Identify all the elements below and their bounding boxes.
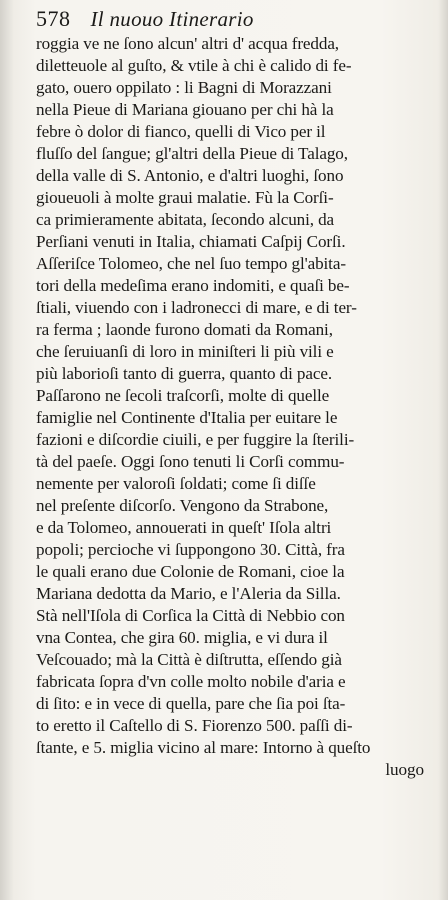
text-line: gato, ouero oppilato : li Bagni di Morazzani	[36, 78, 332, 97]
text-line: ra ferma ; laonde furono domati da Romani,	[36, 320, 333, 339]
text-line: Paſſarono ne ſecoli traſcorſi, molte di quelle	[36, 386, 330, 405]
text-line: Aſſeriſce Tolomeo, che nel ſuo tempo gl'abita-	[36, 254, 346, 273]
text-line: to eretto il Caſtello di S. Fiorenzo 500. paſſi di-	[36, 716, 353, 735]
text-line: e da Tolomeo, annouerati in queſt' Iſola altri	[36, 518, 332, 537]
text-line: Perſiani venuti in Italia, chiamati Caſpij Corſi.	[36, 232, 346, 251]
text-line: Stà nell'Iſola di Corſica la Città di Nebbio con	[36, 606, 345, 625]
text-line: fluſſo del ſangue; gl'altri della Pieue di Talago,	[36, 144, 348, 163]
text-line: diletteuole al guſto, & vtile à chi è calido di fe-	[36, 56, 352, 75]
text-line: famiglie nel Continente d'Italia per euitare le	[36, 408, 338, 427]
text-line: tori della medeſima erano indomiti, e quaſi be-	[36, 276, 350, 295]
text-line: di ſito: e in vece di quella, pare che ſia poi ſta-	[36, 694, 346, 713]
text-line: Veſcouado; mà la Città è diſtrutta, eſſendo già	[36, 650, 342, 669]
catchword: luogo	[385, 760, 424, 779]
gutter-shadow	[0, 0, 14, 900]
text-line: gioueuoli à molte graui malatie. Fù la Corſi-	[36, 188, 334, 207]
text-line: vna Contea, che gira 60. miglia, e vi dura il	[36, 628, 328, 647]
text-line: roggia ve ne ſono alcun' altri d' acqua fredda,	[36, 34, 339, 53]
text-line: ſtante, e 5. miglia vicino al mare: Intorno à queſto	[36, 738, 371, 757]
text-line: che ſeruiuanſi di loro in miniſteri li più vili e	[36, 342, 334, 361]
text-line: fabricata ſopra d'vn colle molto nobile d'aria e	[36, 672, 346, 691]
page-number: 578	[36, 6, 71, 31]
body-text	[36, 33, 432, 781]
running-title: Il nuouo Itinerario	[90, 7, 254, 31]
page-edge-shadow	[438, 0, 448, 900]
text-line: fazioni e diſcordie ciuili, e per fuggire la ſterili-	[36, 430, 355, 449]
text-line: Mariana dedotta da Mario, e l'Aleria da Silla.	[36, 584, 341, 603]
text-line: nella Pieue di Mariana giouano per chi hà la	[36, 100, 334, 119]
text-line: nel preſente diſcorſo. Vengono da Strabone,	[36, 496, 329, 515]
text-line: nemente per valoroſi ſoldati; come ſi diſſe	[36, 474, 316, 493]
text-line: ca primieramente abitata, ſecondo alcuni, da	[36, 210, 335, 229]
text-line: ſtiali, viuendo con i ladronecci di mare, e di ter-	[36, 298, 357, 317]
text-line: della valle di S. Antonio, e d'altri luoghi, ſono	[36, 166, 344, 185]
text-line: popoli; percioche vi ſuppongono 30. Città, fra	[36, 540, 345, 559]
text-line: le quali erano due Colonie de Romani, cioe la	[36, 562, 345, 581]
text-line: tà del paeſe. Oggi ſono tenuti li Corſi commu-	[36, 452, 345, 471]
text-line: più laborioſi tanto di guerra, quanto di pace.	[36, 364, 333, 383]
page-header	[36, 6, 254, 32]
text-line: febre ò dolor di fianco, quelli di Vico per il	[36, 122, 326, 141]
